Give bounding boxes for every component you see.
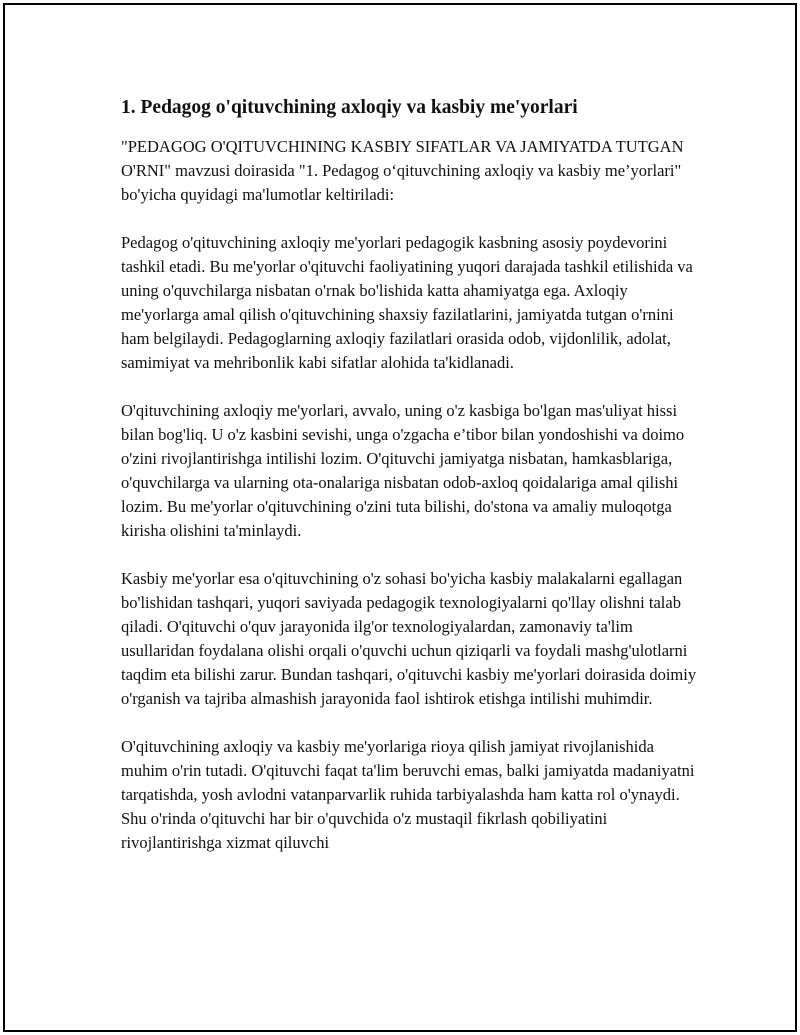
responsibility-paragraph: O'qituvchining axloqiy me'yorlari, avvalo, uning o'z kasbiga bo'lgan mas'uliyat hissi bilan bog'liq. U o'z kasbini sevishi, unga o'zgacha e’tibor bilan yondoshishi va doimo o'zini rivojlantirishga intilishi lozim. O'qituvchi jamiyatga nisbatan, hamkasblariga, o'quvchilarga va ularning ota-onalariga nisbatan odob-axloq qoidalariga amal qilishi lozim. Bu me'yorlar o'qituvchining o'zini tuta bilishi, do'stona va amaliy muloqotga kirisha olishini ta'minlaydi. xyxy=(121,401,685,540)
ethical-norms-paragraph: Pedagog o'qituvchining axloqiy me'yorlari pedagogik kasbning asosiy poydevorini tashkil etadi. Bu me'yorlar o'qituvchi faoliyatining yuqori darajada tashkil etilishida va uning o'quvchilarga nisbatan o'rnak bo'lishida katta ahamiyatga ega. Axloqiy me'yorlarga amal qilish o'qituvchining shaxsiy fazilatlarini, jamiyatda tutgan o'rnini ham belgilaydi. Pedagoglarning axloqiy fazilatlari orasida odob, vijdonlilik, adolat, samimiyat va mehribonlik kabi sifatlar alohida ta'kidlanadi. xyxy=(121,233,693,372)
intro-paragraph: "PEDAGOG O'QITUVCHINING KASBIY SIFATLAR VA JAMIYATDA TUTGAN O'RNI" mavzusi doirasida "1. Pedagog o‘qituvchining axloqiy va kasbiy me’yorlari" bo'yicha quyidagi ma'lumotlar keltiriladi: xyxy=(121,137,684,204)
section-heading: 1. Pedagog o'qituvchining axloqiy va kasbiy me'yorlari xyxy=(121,97,578,118)
page-frame xyxy=(3,3,797,1032)
professional-norms-paragraph: Kasbiy me'yorlar esa o'qituvchining o'z sohasi bo'yicha kasbiy malakalarni egallagan bo'lishidan tashqari, yuqori saviyada pedagogik texnologiyalarni qo'llay olishni talab qiladi. O'qituvchi o'quv jarayonida ilg'or texnologiyalardan, zamonaviy ta'lim usullaridan foydalana olishi orqali o'quvchi uchun qiziqarli va foydali mashg'ulotlarni taqdim eta bilishi zarur. Bundan tashqari, o'qituvchi kasbiy me'yorlari doirasida doimiy o'rganish va tajriba almashish jarayonida faol ishtirok etishga intilishi muhimdir. xyxy=(121,569,697,708)
society-role-paragraph: O'qituvchining axloqiy va kasbiy me'yorlariga rioya qilish jamiyat rivojlanishida muhim o'rin tutadi. O'qituvchi faqat ta'lim beruvchi emas, balki jamiyatda madaniyatni tarqatishda, yosh avlodni vatanparvarlik ruhida tarbiyalashda ham katta rol o'ynaydi. Shu o'rinda o'qituvchi har bir o'quvchida o'z mustaqil fikrlash qobiliyatini rivojlantirishga xizmat qiluvchi xyxy=(121,737,695,852)
document-body xyxy=(121,95,701,879)
